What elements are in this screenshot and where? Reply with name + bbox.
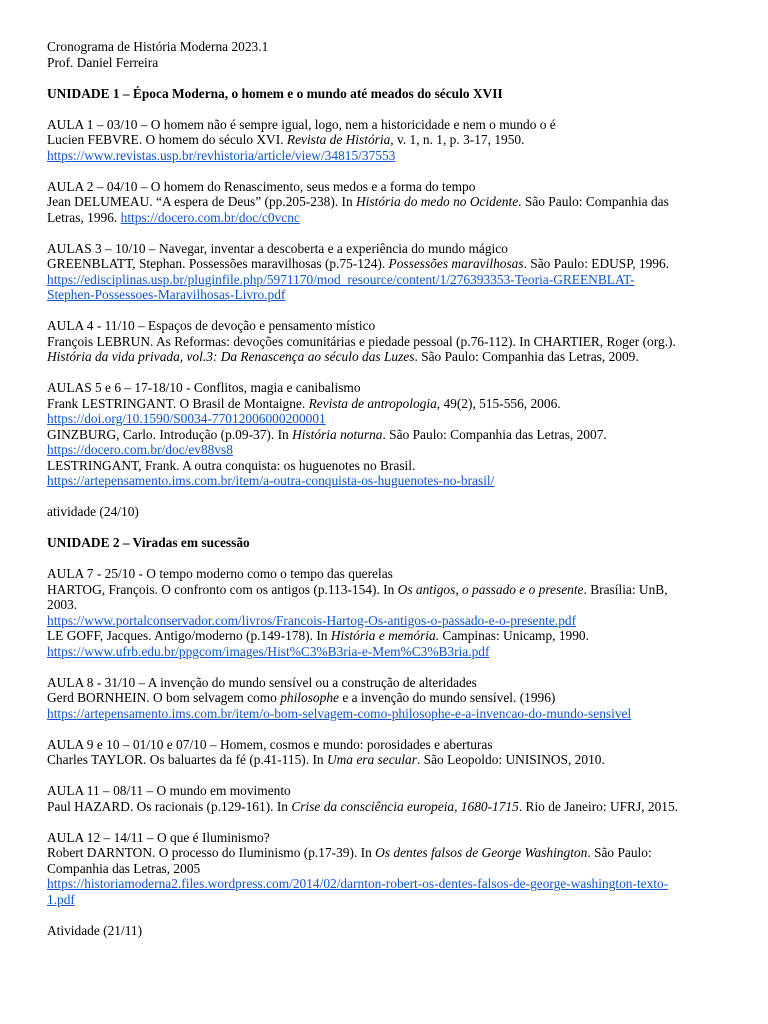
aula7-link-2[interactable]: https://www.ufrb.edu.br/ppgcom/images/Hist%C3%B3ria-e-Mem%C3%B3ria.pdf bbox=[47, 643, 490, 659]
aula1-link[interactable]: https://www.revistas.usp.br/revhistoria/article/view/34815/37553 bbox=[47, 147, 396, 163]
aula3-ref-title: Possessões maravilhosas bbox=[388, 256, 524, 271]
unit2-activity: Atividade (21/11) bbox=[47, 922, 143, 938]
aula1-entry bbox=[47, 117, 728, 164]
aula4-heading: AULA 4 - 11/10 – Espaços de devoção e pensamento místico bbox=[47, 318, 376, 333]
aula8-ref-details: e a invenção do mundo sensível. (1996) bbox=[338, 690, 556, 705]
aula3-heading: AULAS 3 – 10/10 – Navegar, inventar a descoberta e a experiência do mundo mágico bbox=[47, 240, 508, 256]
aula8-reference bbox=[47, 690, 728, 706]
unit1-title: UNIDADE 1 – Época Moderna, o homem e o mundo até meados do século XVII bbox=[47, 85, 503, 101]
aula3-ref-details: . São Paulo: EDUSP, 1996. bbox=[523, 256, 670, 271]
aula3-link-line1[interactable]: https://edisciplinas.usp.br/pluginfile.php/5971170/mod_resource/content/1/276393353-Teoria-GREENBLAT- bbox=[47, 271, 635, 287]
aula1-ref-author: Lucien FEBVRE. O homem do século XVI. bbox=[47, 132, 287, 147]
aula12-ref-title: Os dentes falsos de George Washington bbox=[375, 845, 588, 860]
aula7-ref1-year: 2003. bbox=[47, 597, 78, 612]
aula2-heading: AULA 2 – 04/10 – O homem do Renascimento, seus medos e a forma do tempo bbox=[47, 178, 476, 194]
aula56-ref1-details: , 49(2), 515-556, 2006. bbox=[436, 395, 561, 411]
aula12-entry bbox=[47, 830, 728, 908]
professor-name: Prof. Daniel Ferreira bbox=[47, 54, 159, 70]
aula8-heading: AULA 8 - 31/10 – A invenção do mundo sensível ou a construção de alteridades bbox=[47, 674, 477, 690]
aula11-ref-details: . Rio de Janeiro: UFRJ, 2015. bbox=[518, 798, 679, 814]
aula4-ref-details: . São Paulo: Companhia das Letras, 2009. bbox=[414, 349, 639, 364]
aula910-ref-details: . São Leopoldo: UNISINOS, 2010. bbox=[416, 752, 605, 767]
unit2-title: UNIDADE 2 – Viradas em sucessão bbox=[47, 535, 250, 550]
aula7-ref1-author: HARTOG, François. O confronto com os antigos (p.113-154). In bbox=[47, 581, 398, 597]
aula4-ref-title: História da vida privada, vol.3: Da Renascença ao século das Luzes bbox=[47, 349, 415, 364]
aula12-link-line1[interactable]: https://historiamoderna2.files.wordpress.com/2014/02/darnton-robert-os-dentes-falsos-de-george-washington-texto- bbox=[47, 876, 669, 891]
aula7-reference-1 bbox=[47, 582, 728, 598]
aula3-entry bbox=[47, 241, 728, 303]
aula56-link-2[interactable]: https://docero.com.br/doc/ev88vs8 bbox=[47, 442, 233, 457]
document-header bbox=[47, 39, 728, 70]
aula56-reference-3: LESTRINGANT, Frank. A outra conquista: os huguenotes no Brasil. bbox=[47, 457, 416, 473]
aula12-ref-details: . São Paulo: bbox=[587, 845, 652, 860]
aula7-ref1-title: Os antigos, o passado e o presente bbox=[397, 581, 584, 597]
aula3-reference bbox=[47, 256, 728, 272]
aula12-ref-publisher: Companhia das Letras, 2005 bbox=[47, 860, 201, 876]
aula11-entry bbox=[47, 783, 728, 814]
aula56-link-3[interactable]: https://artepensamento.ims.com.br/item/a-outra-conquista-os-huguenotes-no-brasil/ bbox=[47, 473, 495, 488]
aula910-entry bbox=[47, 737, 728, 768]
aula7-ref2-title: História e memória. bbox=[330, 628, 440, 643]
aula4-entry bbox=[47, 318, 728, 365]
aula56-heading: AULAS 5 e 6 – 17-18/10 - Conflitos, magia e canibalismo bbox=[47, 380, 361, 395]
aula56-entry bbox=[47, 380, 728, 489]
unit2-title-block bbox=[47, 535, 728, 551]
unit1-activity-block bbox=[47, 504, 728, 520]
aula2-ref-publisher: Letras, 1996. bbox=[47, 209, 121, 225]
aula12-link-line2[interactable]: 1.pdf bbox=[47, 891, 75, 907]
aula1-heading: AULA 1 – 03/10 – O homem não é sempre igual, logo, nem a historicidade e nem o mundo o é bbox=[47, 116, 556, 132]
aula11-heading: AULA 11 – 08/11 – O mundo em movimento bbox=[47, 783, 291, 798]
aula56-ref2-author: GINZBURG, Carlo. Introdução (p.09-37). In bbox=[47, 426, 293, 442]
aula910-reference bbox=[47, 752, 728, 768]
aula7-heading: AULA 7 - 25/10 - O tempo moderno como o tempo das querelas bbox=[47, 566, 393, 581]
aula11-reference bbox=[47, 799, 728, 815]
aula12-ref-author: Robert DARNTON. O processo do Iluminismo (p.17-39). In bbox=[47, 845, 376, 860]
aula1-ref-title: Revista de História bbox=[286, 132, 391, 147]
aula910-ref-author: Charles TAYLOR. Os baluartes da fé (p.41-115). In bbox=[47, 752, 327, 767]
aula910-heading: AULA 9 e 10 – 01/10 e 07/10 – Homem, cosmos e mundo: porosidades e aberturas bbox=[47, 736, 493, 752]
aula12-heading: AULA 12 – 14/11 – O que é Iluminismo? bbox=[47, 829, 270, 845]
aula7-ref2-author: LE GOFF, Jacques. Antigo/moderno (p.149-178). In bbox=[47, 628, 331, 643]
aula7-ref2-details: Campinas: Unicamp, 1990. bbox=[439, 628, 589, 643]
aula7-ref1-details: . Brasília: UnB, bbox=[583, 581, 668, 597]
aula11-ref-title: Crise da consciência europeia, 1680-1715 bbox=[291, 798, 519, 814]
aula7-entry bbox=[47, 566, 728, 659]
aula56-ref1-title: Revista de antropologia bbox=[308, 395, 437, 411]
aula4-reference: François LEBRUN. As Reformas: devoções comunitárias e piedade pessoal (p.76-112). In CHARTIER, Roger (org.). bbox=[47, 333, 676, 349]
unit2-activity-block bbox=[47, 923, 728, 939]
aula56-ref2-details: . São Paulo: Companhia das Letras, 2007. bbox=[382, 426, 607, 442]
aula56-link-1[interactable]: https://doi.org/10.1590/S0034-77012006000200001 bbox=[47, 411, 326, 426]
aula1-reference bbox=[47, 132, 728, 148]
aula2-ref-author: Jean DELUMEAU. “A espera de Deus” (pp.205-238). In bbox=[47, 194, 357, 209]
aula2-ref-title: História do medo no Ocidente bbox=[356, 194, 519, 209]
aula7-reference-2 bbox=[47, 628, 728, 644]
unit1-activity: atividade (24/10) bbox=[47, 504, 139, 519]
aula12-reference bbox=[47, 845, 728, 861]
aula2-ref-details: . São Paulo: Companhia das bbox=[518, 194, 669, 209]
aula8-link[interactable]: https://artepensamento.ims.com.br/item/o-bom-selvagem-como-philosophe-e-a-invencao-do-mundo-sensivel bbox=[47, 705, 632, 721]
aula7-link-1[interactable]: https://www.portalconservador.com/livros/Francois-Hartog-Os-antigos-o-passado-e-o-presente.pdf bbox=[47, 612, 577, 628]
aula56-reference-1 bbox=[47, 396, 728, 412]
aula11-ref-author: Paul HAZARD. Os racionais (p.129-161). In bbox=[47, 798, 292, 814]
aula2-entry bbox=[47, 179, 728, 226]
aula910-ref-title: Uma era secular bbox=[326, 752, 417, 767]
unit1-title-block bbox=[47, 86, 728, 102]
course-title: Cronograma de História Moderna 2023.1 bbox=[47, 39, 269, 54]
aula1-ref-details: , v. 1, n. 1, p. 3-17, 1950. bbox=[390, 132, 525, 147]
aula56-ref2-title: História noturna bbox=[292, 426, 383, 442]
aula8-entry bbox=[47, 675, 728, 722]
aula3-ref-author: GREENBLATT, Stephan. Possessões maravilhosas (p.75-124). bbox=[47, 256, 389, 271]
aula2-link[interactable]: https://docero.com.br/doc/c0vcnc bbox=[120, 209, 300, 225]
aula8-ref-author: Gerd BORNHEIN. O bom selvagem como bbox=[47, 690, 281, 705]
aula3-link-line2[interactable]: Stephen-Possessoes-Maravilhosas-Livro.pdf bbox=[47, 287, 286, 302]
aula56-ref1-author: Frank LESTRINGANT. O Brasil de Montaigne. bbox=[47, 395, 309, 411]
aula8-ref-italic: philosophe bbox=[280, 690, 339, 705]
aula2-reference bbox=[47, 194, 728, 210]
aula56-reference-2 bbox=[47, 427, 728, 443]
